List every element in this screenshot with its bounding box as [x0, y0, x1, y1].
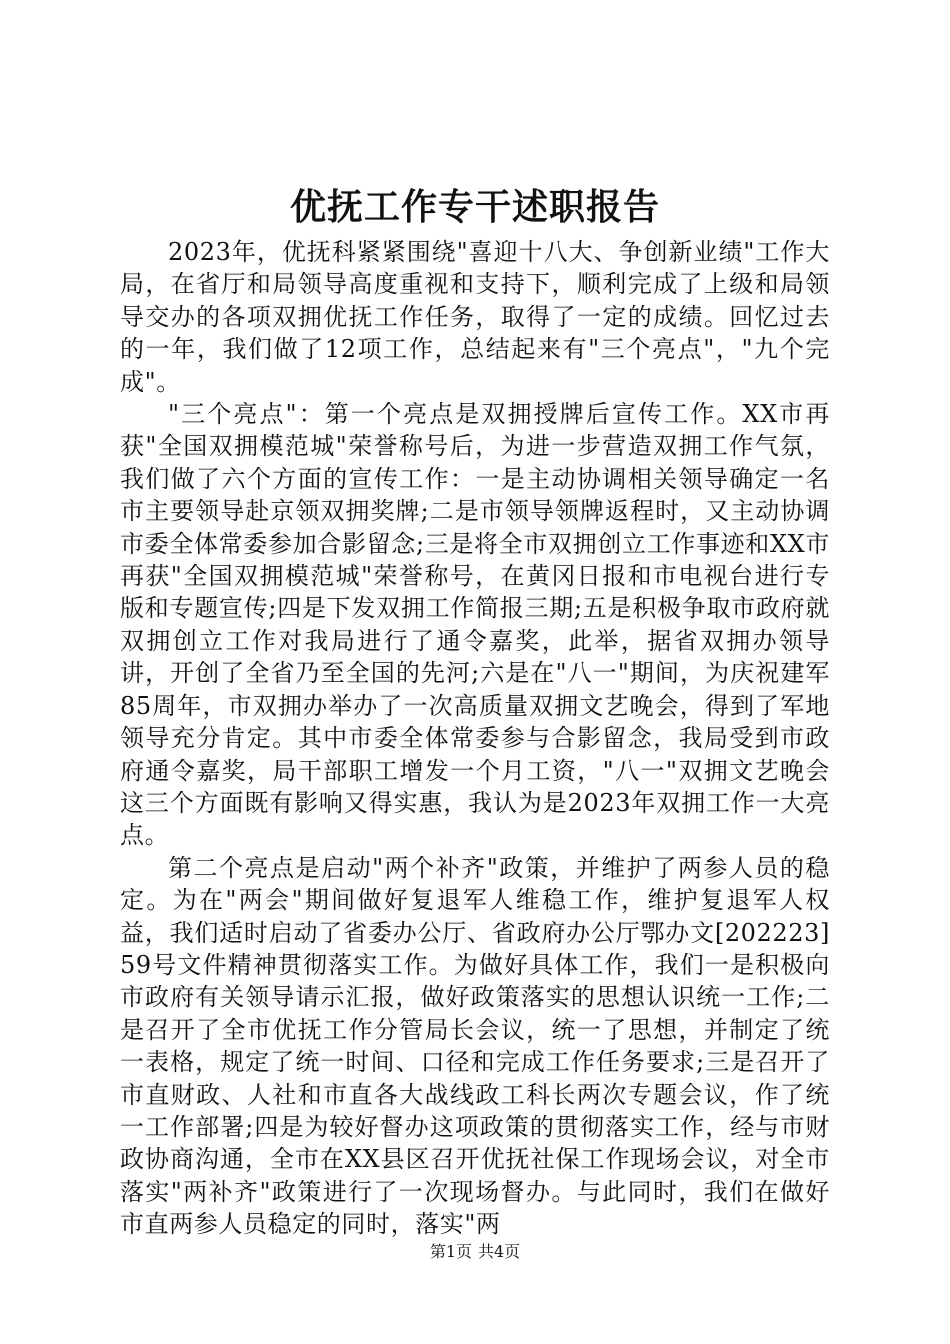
page-total: 共4页: [478, 1242, 521, 1261]
page-footer: [0, 1241, 950, 1263]
document-body: [120, 236, 830, 1241]
paragraph-highlight-one: "三个亮点"：第一个亮点是双拥授牌后宣传工作。XX市再获"全国双拥模范城"荣誉称号后，为进一步营造双拥工作气氛，我们做了六个方面的宣传工作：一是主动协调相关领导确定一名市主要领导赴京领双拥奖牌;二是市领导领牌返程时，又主动协调市委全体常委参加合影留念;三是将全市双拥创立工作事迹和XX市再获"全国双拥模范城"荣誉称号，在黄冈日报和市电视台进行专版和专题宣传;四是下发双拥工作简报三期;五是积极争取市政府就双拥创立工作对我局进行了通令嘉奖，此举，据省双拥办领导讲，开创了全省乃至全国的先河;六是在"八一"期间，为庆祝建军85周年，市双拥办举办了一次高质量双拥文艺晚会，得到了军地领导充分肯定。其中市委全体常委参与合影留念，我局受到市政府通令嘉奖，局干部职工增发一个月工资，"八一"双拥文艺晚会这三个方面既有影响又得实惠，我认为是2023年双拥工作一大亮点。: [120, 400, 830, 850]
paragraph-intro: 2023年，优抚科紧紧围绕"喜迎十八大、争创新业绩"工作大局，在省厅和局领导高度重视和支持下，顺利完成了上级和局领导交办的各项双拥优抚工作任务，取得了一定的成绩。回忆过去的一年，我们做了12项工作，总结起来有"三个亮点"，"九个完成"。: [120, 238, 830, 396]
page-number: 第1页: [429, 1242, 472, 1261]
paragraph-highlight-two: 第二个亮点是启动"两个补齐"政策，并维护了两参人员的稳定。为在"两会"期间做好复退军人维稳工作，维护复退军人权益，我们适时启动了省委办公厅、省政府办公厅鄂办文[202223]59号文件精神贯彻落实工作。为做好具体工作，我们一是积极向市政府有关领导请示汇报，做好政策落实的思想认识统一工作;二是召开了全市优抚工作分管局长会议，统一了思想，并制定了统一表格，规定了统一时间、口径和完成工作任务要求;三是召开了市直财政、人社和市直各大战线政工科长两次专题会议，作了统一工作部署;四是为较好督办这项政策的贯彻落实工作，经与市财政协商沟通，全市在XX县区召开优抚社保工作现场会议，对全市落实"两补齐"政策进行了一次现场督办。与此同时，我们在做好市直两参人员稳定的同时，落实"两: [120, 853, 830, 1239]
document-title: 优抚工作专干述职报告: [289, 186, 660, 228]
